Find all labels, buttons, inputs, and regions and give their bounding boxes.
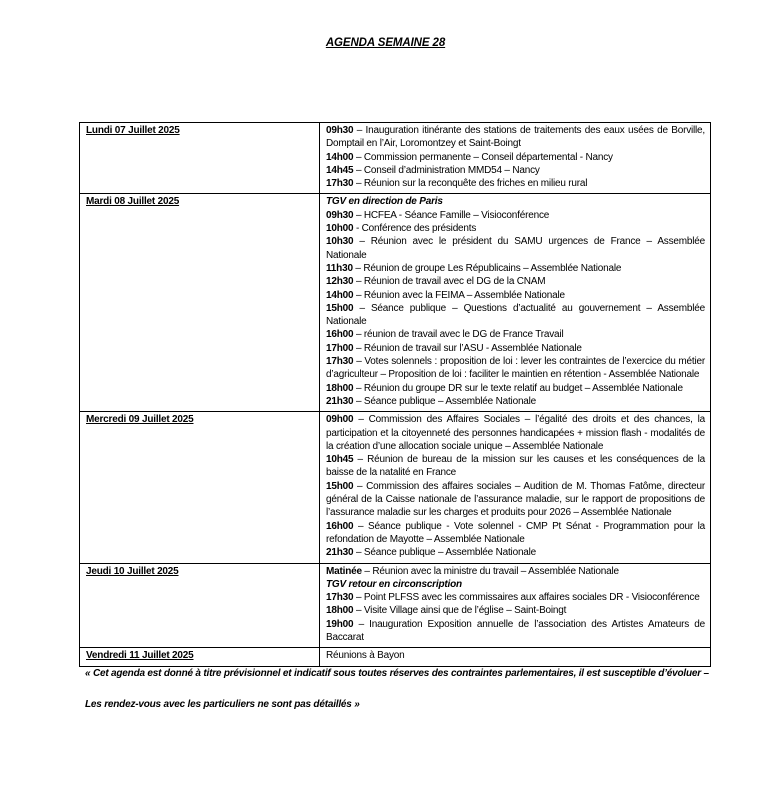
event-text: – Séance publique – Assemblée Nationale <box>353 547 537 559</box>
agenda-row <box>80 648 711 666</box>
event-time: 18h00 <box>326 382 354 394</box>
event-time: 17h30 <box>326 356 354 368</box>
event-text: – Votes solennels : proposition de loi : lever les contraintes de l’exercice du métier d’agriculteur – Proposition de loi : faciliter le maintien en rétention - Assemblée Nationale <box>326 356 705 381</box>
event-text: – Réunion avec le président du SAMU urgences de France – Assemblée Nationale <box>326 236 705 261</box>
event-time: 14h00 <box>326 289 354 301</box>
event-text: – Séance publique – Questions d’actualité au gouvernement – Assemblée Nationale <box>326 302 705 328</box>
event-entry <box>326 453 705 480</box>
event-text: – Visite Village ainsi que de l’église – Saint-Boingt <box>353 605 567 617</box>
agenda-table <box>79 122 711 667</box>
date-label: Mardi 08 Juillet 2025 <box>86 196 180 208</box>
event-time: 10h30 <box>326 236 354 248</box>
date-cell <box>80 123 320 194</box>
event-entry <box>326 355 705 382</box>
event-entry <box>326 565 705 578</box>
event-entry <box>326 275 705 288</box>
event-time: 16h00 <box>326 329 354 341</box>
event-time: 15h00 <box>326 480 354 492</box>
event-entry <box>326 209 705 222</box>
event-time: 17h30 <box>326 178 354 190</box>
page-title: AGENDA SEMAINE 28 <box>325 37 446 49</box>
travel-note <box>326 195 705 208</box>
event-entry <box>326 222 705 235</box>
event-entry <box>326 164 705 177</box>
event-entry <box>326 480 705 520</box>
date-cell <box>80 648 320 666</box>
event-text: – Réunion de bureau de la mission sur les causes et les conséquences de la baisse de la natalité en France <box>326 454 705 479</box>
event-entry <box>326 262 705 275</box>
event-time: 09h00 <box>326 414 354 426</box>
events-cell <box>320 563 711 648</box>
event-text: – Réunion avec la ministre du travail – Assemblée Nationale <box>361 565 619 577</box>
event-entry <box>326 413 705 453</box>
event-entry <box>326 302 705 329</box>
agenda-row <box>80 194 711 412</box>
event-time: 10h00 <box>326 223 354 235</box>
date-label: Vendredi 11 Juillet 2025 <box>86 650 194 662</box>
agenda-row <box>80 412 711 563</box>
event-time: 21h30 <box>326 395 354 407</box>
agenda-row <box>80 563 711 648</box>
event-text: TGV en direction de Paris <box>326 196 443 208</box>
date-label: Mercredi 09 Juillet 2025 <box>86 414 194 426</box>
event-time: 19h00 <box>326 618 354 630</box>
event-time: 11h30 <box>326 262 353 274</box>
event-text: – Réunion du groupe DR sur le texte relatif au budget – Assemblée Nationale <box>353 382 683 394</box>
event-entry <box>326 235 705 262</box>
event-time: 14h45 <box>326 164 354 176</box>
event-entry <box>326 151 705 164</box>
event-text: – Commission permanente – Conseil départemental - Nancy <box>353 151 613 163</box>
event-text: – Conseil d’administration MMD54 – Nancy <box>353 164 540 176</box>
date-label: Lundi 07 Juillet 2025 <box>86 125 180 136</box>
event-time: 09h30 <box>326 125 354 136</box>
agenda-row <box>80 123 711 194</box>
event-time: 10h45 <box>326 454 354 466</box>
event-text: – Réunion de travail avec el DG de la CNAM <box>353 276 546 288</box>
event-text: TGV retour en circonscription <box>326 578 462 590</box>
event-text: – Réunion de groupe Les Républicains – Assemblée Nationale <box>352 262 622 274</box>
event-time: 14h00 <box>326 151 354 163</box>
event-entry <box>326 382 705 395</box>
event-entry <box>326 289 705 302</box>
event-text: – Commission des Affaires Sociales – l’égalité des droits et des chances, la participation et la citoyenneté des personnes handicapées + mission flash - modalités de la création d’une allocation sociale unique – Assemblée Nationale <box>326 414 705 452</box>
event-time: 16h00 <box>326 520 354 532</box>
event-entry <box>326 604 705 617</box>
event-entry <box>326 177 705 190</box>
event-entry <box>326 591 705 604</box>
event-time: 17h30 <box>326 592 354 604</box>
event-text: – HCFEA - Séance Famille – Visioconférence <box>353 209 550 221</box>
disclaimer-line-2: Les rendez-vous avec les particuliers ne sont pas détaillés » <box>85 699 360 710</box>
event-text: – Réunion de travail sur l’ASU - Assemblée Nationale <box>353 342 582 354</box>
footer-disclaimer <box>85 667 730 729</box>
event-entry <box>326 328 705 341</box>
date-cell <box>80 412 320 563</box>
event-entry <box>326 546 705 559</box>
event-text: – Commission des affaires sociales – Audition de M. Thomas Fatôme, directeur général de la Caisse nationale de l’assurance maladie, sur le rapport de propositions de l’assurance maladie sur les charges et produits pour 2026 – Assemblée Nationale <box>326 480 705 519</box>
event-text: - Conférence des présidents <box>353 223 477 235</box>
event-entry <box>326 124 705 151</box>
event-text: – Réunion sur la reconquête des friches en milieu rural <box>353 178 588 190</box>
event-text: – Inauguration Exposition annuelle de l’association des Artistes Amateurs de Baccarat <box>326 618 705 643</box>
event-text: Réunions à Bayon <box>326 650 405 662</box>
events-cell <box>320 412 711 563</box>
event-text: – Point PLFSS avec les commissaires aux affaires sociales DR - Visioconférence <box>353 592 700 604</box>
event-entry <box>326 649 705 662</box>
event-time: 17h00 <box>326 342 354 354</box>
event-text: – Séance publique – Assemblée Nationale <box>353 395 537 407</box>
date-label: Jeudi 10 Juillet 2025 <box>86 565 179 577</box>
event-text: – Séance publique - Vote solennel - CMP Pt Sénat - Programmation pour la refondation de Mayotte – Assemblée Nationale <box>326 520 705 545</box>
event-time: 09h30 <box>326 209 354 221</box>
event-time: 12h30 <box>326 276 354 288</box>
event-time: 15h00 <box>326 302 354 314</box>
events-cell <box>320 648 711 666</box>
event-entry <box>326 618 705 645</box>
event-text: – Inauguration itinérante des stations de traitements des eaux usées de Borville, Domptail en l’Air, Loromontzey et Saint-Boingt <box>326 125 705 150</box>
event-entry <box>326 520 705 547</box>
event-text: – réunion de travail avec le DG de France Travail <box>353 329 564 341</box>
event-time: 21h30 <box>326 547 354 559</box>
event-time: 18h00 <box>326 605 354 617</box>
date-cell <box>80 194 320 412</box>
event-text: – Réunion avec la FEIMA – Assemblée Nationale <box>353 289 565 301</box>
event-entry <box>326 342 705 355</box>
travel-note <box>326 578 705 591</box>
events-cell <box>320 123 711 194</box>
events-cell <box>320 194 711 412</box>
event-time: Matinée <box>326 565 362 577</box>
agenda-table-body <box>80 123 711 667</box>
event-entry <box>326 395 705 408</box>
disclaimer-line-1: « Cet agenda est donné à titre prévisionnel et indicatif sous toutes réserves des contraintes parlementaires, il est susceptible d’évoluer – <box>85 668 709 679</box>
date-cell <box>80 563 320 648</box>
